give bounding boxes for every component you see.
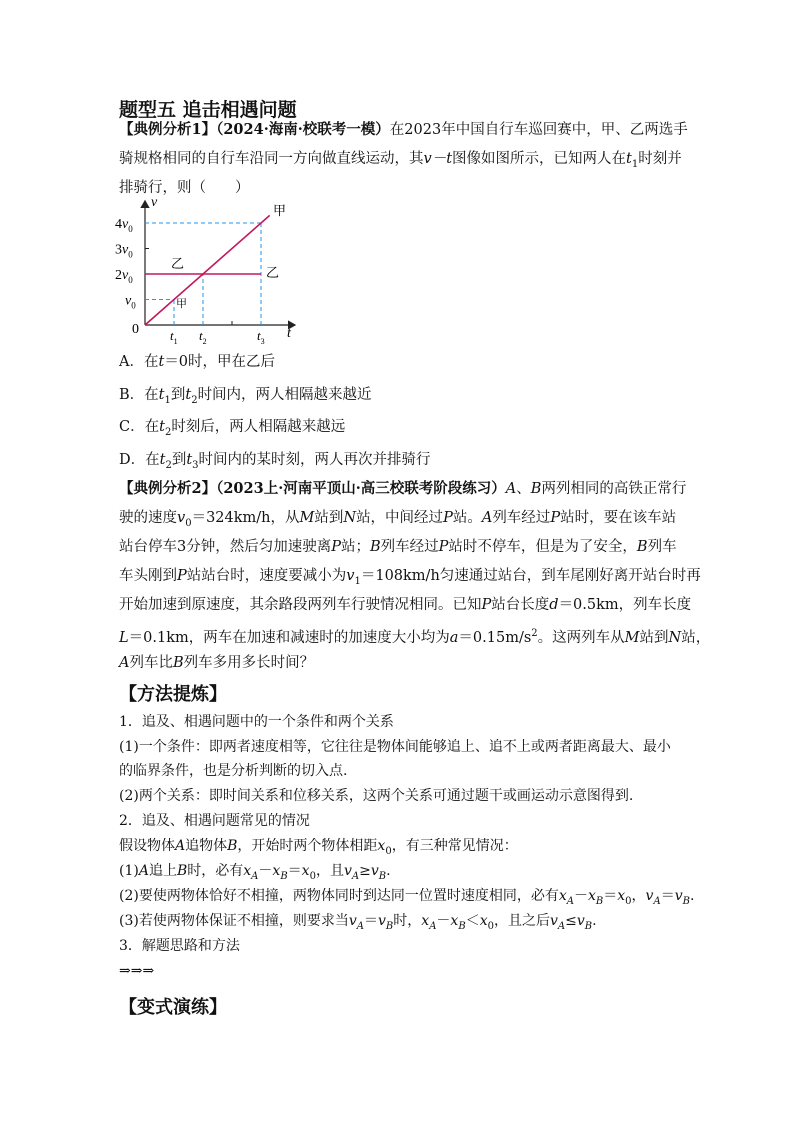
method-line bbox=[119, 837, 518, 861]
q1-label: 【典例分析1】 bbox=[119, 121, 217, 138]
text-run: t bbox=[186, 452, 193, 468]
text-run: 假设物体 bbox=[119, 838, 175, 854]
text-run: 0 bbox=[385, 845, 392, 857]
text-run: ，开始时两个物体相距 bbox=[237, 838, 378, 854]
option-letter: B． bbox=[119, 387, 145, 403]
text-run: ＝ bbox=[660, 888, 675, 904]
q2-line bbox=[119, 566, 701, 592]
text-run: A bbox=[138, 863, 149, 879]
text-run: 列车比 bbox=[129, 655, 173, 671]
text-run: B bbox=[176, 863, 188, 879]
q1-text-2c: 时刻并 bbox=[638, 151, 682, 167]
text-run: A bbox=[481, 510, 493, 526]
jia-line bbox=[145, 215, 270, 325]
text-run: (1)一个条件：即两者速度相等，它往往是物体间能够追上、追不上或两者距离最大、最小 bbox=[119, 739, 671, 755]
text-run: B bbox=[227, 838, 238, 854]
text-run: t bbox=[185, 387, 192, 403]
text-run: 、 bbox=[516, 481, 531, 497]
jia-label-bottom: 甲 bbox=[176, 298, 187, 310]
text-run: P bbox=[443, 510, 453, 526]
text-run: A bbox=[653, 895, 661, 907]
y-tick-label: $v_0$ bbox=[125, 293, 136, 311]
text-run: 追物体 bbox=[185, 838, 228, 854]
text-run: B bbox=[280, 870, 288, 882]
q1-source: （2024·海南·校联考一模） bbox=[216, 121, 390, 138]
text-run: 3．解题思路和方法 bbox=[119, 938, 240, 954]
text-run: ＝ bbox=[364, 913, 378, 929]
text-run: B bbox=[458, 920, 466, 932]
q1-option bbox=[119, 415, 345, 438]
text-run: ＝108km/h bbox=[360, 568, 440, 584]
text-run: 1 bbox=[354, 575, 361, 587]
q2-label: 【典例分析2】 bbox=[119, 480, 217, 497]
q1-line-3: 排骑行，则（ ） bbox=[119, 180, 250, 196]
text-run: . bbox=[689, 888, 695, 904]
q1-text-2a: 骑规格相同的自行车沿同一方向做直线运动，其 bbox=[119, 151, 424, 167]
text-run: B bbox=[530, 481, 542, 497]
text-run: 时间内，两人相隔越来越近 bbox=[197, 387, 372, 403]
text-run: A bbox=[351, 870, 360, 882]
text-run: ≥ bbox=[359, 863, 371, 879]
y-tick-label: $3v_0$ bbox=[115, 242, 133, 260]
text-run: . bbox=[386, 863, 391, 879]
text-run: x bbox=[421, 913, 430, 929]
text-run: 站， bbox=[681, 629, 711, 646]
text-run: A bbox=[175, 838, 186, 854]
q1-option bbox=[119, 448, 431, 471]
vt-graph bbox=[110, 195, 310, 345]
text-run: B bbox=[370, 539, 381, 555]
q2-line bbox=[119, 537, 677, 557]
text-run: 列车经过 bbox=[380, 539, 439, 555]
text-run: 到 bbox=[171, 452, 187, 468]
q2-line bbox=[119, 653, 314, 673]
text-run: v bbox=[177, 510, 186, 526]
text-run: 站站台时，速度要减小为 bbox=[186, 568, 347, 584]
text-run: M bbox=[624, 629, 640, 646]
text-run: 0 bbox=[487, 920, 494, 932]
text-run: ，从 bbox=[270, 510, 300, 526]
method-line bbox=[119, 912, 597, 936]
text-run: B bbox=[682, 895, 690, 907]
text-run: x bbox=[450, 913, 459, 929]
text-run: x bbox=[479, 913, 488, 929]
text-run: P bbox=[438, 539, 449, 555]
text-run: B bbox=[584, 920, 593, 932]
text-run: ＝0 bbox=[164, 354, 189, 370]
text-run: v bbox=[674, 888, 683, 904]
x-tick-label: $t_1$ bbox=[170, 328, 178, 345]
text-run: 2 bbox=[164, 426, 172, 438]
text-run: v bbox=[348, 913, 357, 929]
text-run: 在 bbox=[144, 419, 160, 435]
text-run: ＜ bbox=[465, 913, 480, 929]
q1-line-2 bbox=[119, 149, 682, 175]
text-run: P bbox=[481, 597, 492, 613]
text-run: (3)若使两物体保证不相撞，则要求当 bbox=[119, 913, 349, 929]
text-run: A bbox=[566, 895, 574, 907]
q2-line bbox=[119, 508, 676, 534]
text-run: B bbox=[172, 655, 184, 671]
text-run: 时间内的某时刻，两人再次并排骑行 bbox=[198, 452, 431, 468]
text-run: (1) bbox=[119, 863, 139, 879]
text-run: ≤ bbox=[565, 913, 577, 929]
q2-line bbox=[119, 479, 686, 499]
text-run: x bbox=[301, 863, 310, 879]
q1-vt: v－t bbox=[423, 151, 453, 167]
text-run: v bbox=[343, 863, 352, 879]
text-run: 0 bbox=[625, 895, 632, 907]
text-run: A bbox=[251, 870, 259, 882]
axis-t-label: t bbox=[287, 326, 291, 341]
page-title: 题型五 追击相遇问题 bbox=[119, 99, 297, 121]
text-run: 2 bbox=[191, 394, 198, 406]
text-run: x bbox=[558, 888, 567, 904]
text-run: v bbox=[549, 913, 558, 929]
text-run: N bbox=[343, 510, 357, 526]
text-run: 。这两列车从 bbox=[537, 629, 625, 646]
text-run: v bbox=[576, 913, 585, 929]
text-run: v bbox=[645, 888, 654, 904]
text-run: ，两车在加速和减速时的加速度大小均为 bbox=[188, 629, 450, 646]
text-run: 列车 bbox=[647, 539, 677, 555]
text-run: ＝0.1km bbox=[128, 629, 189, 646]
text-run: 追上 bbox=[148, 863, 177, 879]
text-run: 时，必有 bbox=[187, 863, 244, 879]
text-run: 两列相同的高铁正常行 bbox=[541, 481, 687, 497]
text-run: ＝0.5km bbox=[558, 597, 619, 613]
option-letter: C． bbox=[119, 419, 145, 435]
variant-heading: 【变式演练】 bbox=[119, 997, 227, 1018]
text-run: 站时，要在该车站 bbox=[560, 510, 677, 526]
q2-source: （2023上·河南平顶山·高三校联考阶段练习） bbox=[216, 480, 506, 497]
text-run: A bbox=[429, 920, 437, 932]
q1-t1-sub: 1 bbox=[631, 158, 639, 170]
text-run: N bbox=[668, 629, 682, 646]
text-run: 1 bbox=[164, 394, 171, 406]
text-run: a bbox=[449, 629, 459, 646]
text-run: A bbox=[505, 481, 517, 497]
option-letter: D． bbox=[119, 452, 146, 468]
text-run: ＝324km/h bbox=[191, 510, 271, 526]
text-run: L bbox=[119, 629, 129, 646]
text-run: 时， bbox=[393, 913, 422, 929]
text-run: 站到 bbox=[314, 510, 344, 526]
text-run: ，且之后 bbox=[493, 913, 550, 929]
text-run: ，且 bbox=[315, 863, 344, 879]
jia-label-top: 甲 bbox=[273, 203, 287, 218]
method-heading: 【方法提炼】 bbox=[119, 684, 227, 705]
x-tick-label: $t_3$ bbox=[257, 328, 265, 345]
text-run: . bbox=[592, 913, 597, 929]
method-line bbox=[119, 787, 633, 805]
q1-text-1: 在2023年中国自行车巡回赛中，甲、乙两选手 bbox=[389, 122, 688, 138]
q2-line bbox=[119, 624, 710, 648]
text-run: 站，中间经过 bbox=[356, 510, 444, 526]
text-run: A bbox=[356, 920, 364, 932]
method-line bbox=[119, 962, 154, 980]
text-run: 的临界条件，也是分析判断的切入点. bbox=[119, 763, 348, 779]
text-run: ，列车长度 bbox=[618, 597, 692, 613]
method-line bbox=[119, 937, 240, 955]
method-line bbox=[119, 887, 694, 911]
text-run: P bbox=[177, 568, 187, 584]
q2-line bbox=[119, 595, 691, 615]
text-run: ＝ bbox=[287, 863, 302, 879]
text-run: t bbox=[158, 387, 165, 403]
text-run: － bbox=[573, 888, 588, 904]
text-run: － bbox=[436, 913, 451, 929]
text-run: t bbox=[159, 452, 166, 468]
text-run: M bbox=[299, 510, 315, 526]
text-run: x bbox=[377, 838, 386, 854]
x-tick-label: $t_2$ bbox=[199, 328, 207, 345]
text-run: v bbox=[346, 568, 355, 584]
text-run: 匀速通过站台，到车尾刚好离开站台时再 bbox=[439, 568, 701, 584]
text-run: x bbox=[587, 888, 596, 904]
text-run: 列车经过 bbox=[492, 510, 551, 526]
text-run: ＝0.15m/s bbox=[458, 629, 532, 646]
method-line bbox=[119, 862, 391, 886]
text-run: 时刻后，两人相隔越来越远 bbox=[171, 419, 346, 435]
text-run: 2 bbox=[531, 628, 538, 639]
text-run: (2)要使两物体恰好不相撞，两物体同时到达同一位置时速度相同，必有 bbox=[119, 888, 559, 904]
text-run: B bbox=[636, 539, 648, 555]
option-letter: A． bbox=[119, 354, 144, 370]
text-run: 车头刚到 bbox=[119, 568, 177, 584]
text-run: x bbox=[272, 863, 281, 879]
method-line bbox=[119, 812, 310, 830]
text-run: 1．追及、相遇问题中的一个条件和两个关系 bbox=[119, 714, 394, 730]
text-run: 站台停车3分钟，然后匀加速驶离 bbox=[119, 539, 332, 555]
q1-line-1 bbox=[119, 120, 688, 140]
text-run: 2 bbox=[165, 459, 172, 471]
q1-option bbox=[119, 350, 275, 371]
text-run: ⇒⇒⇒ bbox=[119, 963, 155, 979]
text-run: 3 bbox=[192, 459, 199, 471]
text-run: 0 bbox=[309, 870, 316, 882]
text-run: 0 bbox=[185, 517, 192, 529]
text-run: 在 bbox=[143, 354, 159, 370]
text-run: ， bbox=[631, 888, 646, 904]
text-run: 列车多用多长时间？ bbox=[183, 655, 315, 671]
method-line bbox=[119, 713, 394, 731]
text-run: x bbox=[617, 888, 626, 904]
text-run: P bbox=[331, 539, 341, 555]
text-run: (2)两个关系：即时间关系和位移关系，这两个关系可通过题干或画运动示意图得到. bbox=[119, 788, 634, 804]
text-run: － bbox=[258, 863, 273, 879]
y-tick-label: $2v_0$ bbox=[115, 268, 133, 285]
method-line bbox=[119, 738, 671, 756]
text-run: 2．追及、相遇问题常见的情况 bbox=[119, 813, 310, 829]
text-run: 到 bbox=[170, 387, 186, 403]
y-tick-label: $4v_0$ bbox=[115, 217, 133, 234]
text-run: v bbox=[378, 913, 386, 929]
text-run: x bbox=[243, 863, 252, 879]
text-run: 开始加速到原速度，其余路段两列车行驶情况相同。已知 bbox=[119, 597, 482, 613]
q1-text-2b: 图像如图所示，已知两人在 bbox=[452, 151, 627, 167]
text-run: ，有三种常见情况： bbox=[391, 838, 518, 854]
text-run: P bbox=[550, 510, 561, 526]
text-run: B bbox=[385, 920, 394, 932]
text-run: v bbox=[370, 863, 379, 879]
origin-label: 0 bbox=[132, 322, 139, 337]
text-run: 站。 bbox=[452, 510, 482, 526]
text-run: B bbox=[595, 895, 604, 907]
text-run: t bbox=[158, 354, 165, 370]
text-run: 站到 bbox=[639, 629, 669, 646]
method-line bbox=[119, 762, 347, 780]
text-run: 站时不停车，但是为了安全， bbox=[448, 539, 637, 555]
text-run: 时，甲在乙后 bbox=[188, 354, 276, 370]
text-run: 驶的速度 bbox=[119, 510, 177, 526]
text-run: 在 bbox=[145, 452, 160, 468]
q1-t1: t bbox=[626, 151, 632, 167]
text-run: ＝ bbox=[603, 888, 618, 904]
text-run: A bbox=[557, 920, 566, 932]
axis-v-label: v bbox=[151, 195, 158, 210]
yi-label-right: 乙 bbox=[266, 265, 280, 280]
text-run: B bbox=[378, 870, 387, 882]
text-run: 站台长度 bbox=[491, 597, 550, 613]
text-run: t bbox=[159, 419, 165, 435]
q1-option bbox=[119, 383, 372, 406]
text-run: 在 bbox=[144, 387, 159, 403]
yi-label-left: 乙 bbox=[171, 256, 185, 271]
text-run: A bbox=[119, 655, 130, 671]
text-run: d bbox=[549, 597, 559, 613]
text-run: 站； bbox=[341, 539, 370, 555]
